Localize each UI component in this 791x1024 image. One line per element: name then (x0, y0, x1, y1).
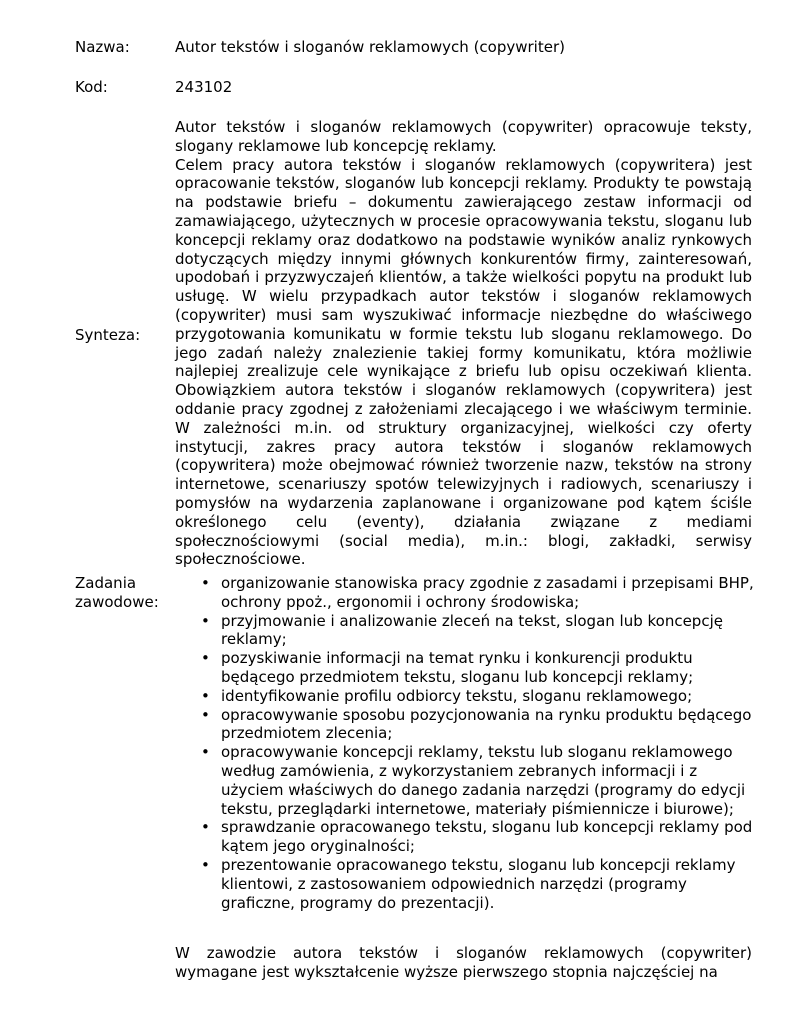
list-item-text: opracowywanie sposobu pozycjonowania na rynku produktu będącego przedmiotem zlecenia; (221, 705, 752, 743)
bullet-icon: • (201, 743, 210, 762)
list-item (175, 574, 759, 612)
bullet-icon: • (201, 686, 210, 705)
list-item (175, 706, 759, 744)
nazwa-value: Autor tekstów i sloganów reklamowych (copywriter) (175, 38, 565, 56)
nazwa-label: Nazwa: (75, 38, 130, 56)
list-item (175, 743, 759, 818)
synteza-label: Synteza: (75, 326, 141, 344)
bullet-icon: • (201, 705, 210, 724)
kod-value: 243102 (175, 78, 233, 96)
list-item-text: sprawdzanie opracowanego tekstu, sloganu lub koncepcji reklamy pod kątem jego oryginalności; (221, 818, 753, 856)
list-item (175, 818, 759, 856)
wyksztalcenie-text: W zawodzie autora tekstów i sloganów reklamowych (copywriter) wymagane jest wykształcenie wyższe pierwszego stopnia najczęściej na (175, 944, 752, 981)
zadania-list (175, 574, 759, 912)
kod-label: Kod: (75, 78, 108, 96)
synteza-paragraph-1: Autor tekstów i sloganów reklamowych (copywriter) opracowuje teksty, slogany reklamowe lub koncepcję reklamy. (175, 118, 752, 155)
list-item (175, 649, 759, 687)
list-item-text: prezentowanie opracowanego tekstu, sloganu lub koncepcji reklamy klientowi, z zastosowaniem odpowiednich narzędzi (programy graficzne, programy do prezentacji). (221, 855, 736, 912)
synteza-paragraph-2: Celem pracy autora tekstów i sloganów reklamowych (copywritera) jest opracowanie tekstów, sloganów lub koncepcji reklamy. Produkty te powstają na podstawie briefu – dokumentu zawierającego zestaw informacji od zamawiającego, użytecznych w procesie opracowywania tekstu, sloganu lub koncepcji reklamy oraz dodatkowo na podstawie wyników analiz rynkowych dotyczących między innymi głównych konkurentów firmy, zainteresowań, upodobań i przyzwyczajeń klientów, a także wielkości popytu na produkt lub usługę. W wielu przypadkach autor tekstów i sloganów reklamowych (copywriter) musi sam wyszukiwać informacje niezbędne do właściwego przygotowania komunikatu w formie tekstu lub sloganu reklamowego. Do jego zadań należy znalezienie takiej formy komunikatu, która możliwie najlepiej zrealizuje cele wynikające z briefu lub opisu oczekiwań klienta. Obowiązkiem autora tekstów i sloganów reklamowych (copywritera) jest oddanie pracy zgodnej z założeniami zlecającego i we właściwym terminie. W zależności m.in. od struktury organizacyjnej, wielkości czy oferty instytucji, zakres pracy autora tekstów i sloganów reklamowych (copywritera) może obejmować również tworzenie nazw, tekstów na strony internetowe, scenariuszy spotów telewizyjnych i radiowych, scenariuszy i pomysłów na wydarzenia zaplanowane i organizowane pod kątem ściśle określonego celu (eventy), działania związane z mediami społecznościowymi (social media), m.in.: blogi, zakładki, serwisy społecznościowe. (175, 155, 752, 569)
bullet-icon: • (201, 855, 210, 874)
bullet-icon: • (201, 574, 210, 592)
zadania-label (75, 574, 170, 612)
bullet-icon: • (201, 649, 210, 668)
list-item-text: opracowywanie koncepcji reklamy, tekstu lub sloganu reklamowego według zamówienia, z wykorzystaniem zebranych informacji i z użyciem właściwych do danego zadania narzędzi (programy do edycji tekstu, przeglądarki internetowe, materiały piśmiennicze i biurowe); (221, 743, 746, 818)
list-item-text: przyjmowanie i analizowanie zleceń na tekst, slogan lub koncepcję reklamy; (221, 611, 723, 649)
zadania-label-line-1: Zadania (75, 574, 137, 592)
list-item (175, 612, 759, 650)
list-item (175, 687, 759, 706)
list-item-text: pozyskiwanie informacji na temat rynku i konkurencji produktu będącego przedmiotem tekstu, sloganu lub koncepcji reklamy; (221, 649, 694, 686)
bullet-icon: • (201, 611, 210, 630)
list-item (175, 856, 759, 912)
bullet-icon: • (201, 818, 210, 837)
zadania-label-line-2: zawodowe: (75, 592, 159, 611)
list-item-text: identyfikowanie profilu odbiorcy tekstu, sloganu reklamowego; (221, 686, 693, 705)
list-item-text: organizowanie stanowiska pracy zgodnie z zasadami i przepisami BHP, ochrony ppoż., ergonomii i ochrony środowiska; (221, 574, 754, 611)
synteza-text (175, 118, 752, 569)
